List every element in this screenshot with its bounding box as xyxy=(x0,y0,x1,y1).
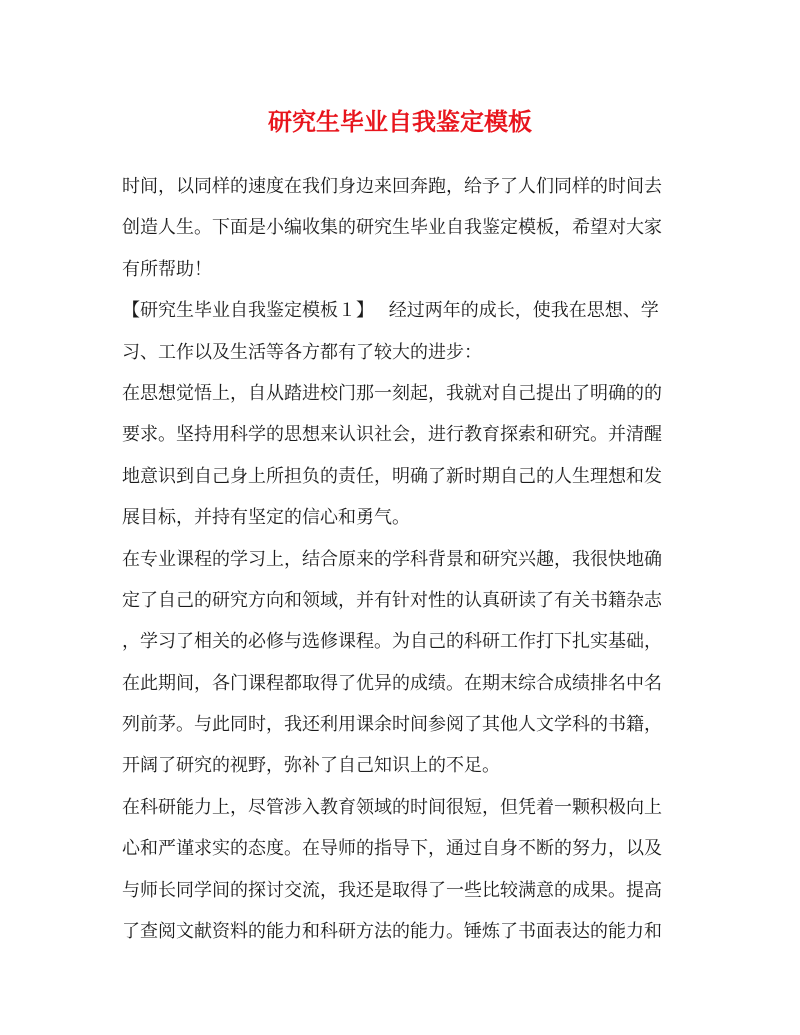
text-line: 在思想觉悟上，自从踏进校门那一刻起，我就对自己提出了明确的的 xyxy=(122,382,662,404)
text-line: 【研究生毕业自我鉴定模板１】 经过两年的成长，使我在思想、学 xyxy=(122,300,659,322)
text-line: ，学习了相关的必修与选修课程。为自己的科研工作打下扎实基础， xyxy=(122,631,662,653)
document-title: 研究生毕业自我鉴定模板 xyxy=(268,107,532,136)
text-line: 了查阅文献资料的能力和科研方法的能力。锤炼了书面表达的能力和 xyxy=(122,921,662,943)
text-line: 与师长同学间的探讨交流，我还是取得了一些比较满意的成果。提高 xyxy=(122,879,662,901)
text-line: 要求。坚持用科学的思想来认识社会，进行教育探索和研究。并清醒 xyxy=(122,424,662,446)
text-line: 展目标，并持有坚定的信心和勇气。 xyxy=(122,507,410,529)
text-line: 习、工作以及生活等各方都有了较大的进步： xyxy=(122,341,482,363)
text-line: 列前茅。与此同时，我还利用课余时间参阅了其他人文学科的书籍， xyxy=(122,714,662,736)
text-line: 在此期间，各门课程都取得了优异的成绩。在期末综合成绩排名中名 xyxy=(122,672,662,694)
text-line: 时间，以同样的速度在我们身边来回奔跑，给予了人们同样的时间去 xyxy=(122,176,662,197)
text-line: 定了自己的研究方向和领域，并有针对性的认真研读了有关书籍杂志 xyxy=(122,589,662,611)
text-line: 心和严谨求实的态度。在导师的指导下，通过自身不断的努力，以及 xyxy=(122,838,662,860)
text-line: 创造人生。下面是小编收集的研究生毕业自我鉴定模板，希望对大家 xyxy=(122,217,662,239)
text-line: 在专业课程的学习上，结合原来的学科背景和研究兴趣，我很快地确 xyxy=(122,548,662,570)
text-line: 开阔了研究的视野，弥补了自己知识上的不足。 xyxy=(122,755,500,777)
document-body xyxy=(122,172,682,958)
text-line: 有所帮助！ xyxy=(122,258,212,280)
text-line: 在科研能力上，尽管涉入教育领域的时间很短，但凭着一颗积极向上 xyxy=(122,796,662,818)
text-line: 地意识到自己身上所担负的责任，明确了新时期自己的人生理想和发 xyxy=(122,465,662,487)
